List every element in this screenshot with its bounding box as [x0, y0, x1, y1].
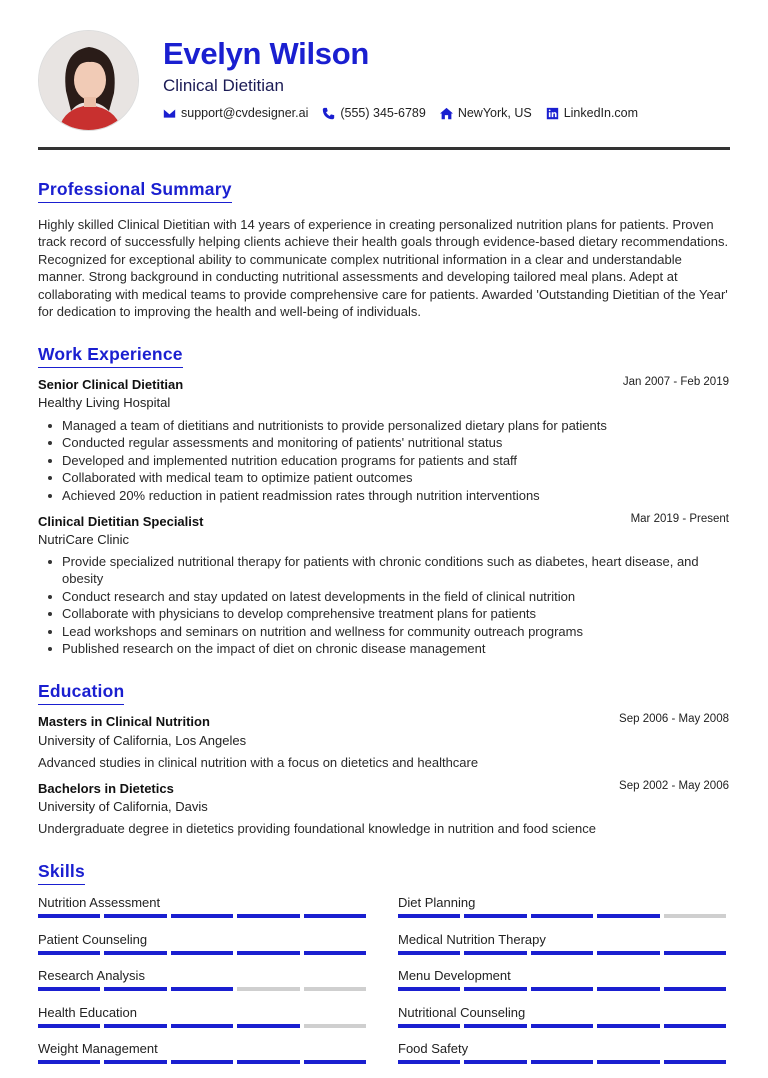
skill-level-segment [38, 1024, 100, 1028]
skill-level-segment [171, 1060, 233, 1064]
skill-level-segment [237, 987, 299, 991]
skill-level-segment [304, 1024, 366, 1028]
skill-level-segment [304, 1060, 366, 1064]
skill-level-segment [104, 1060, 166, 1064]
job-date: Mar 2019 - Present [630, 513, 729, 525]
degree-title: Bachelors in Dietetics [38, 781, 174, 796]
list-item: Developed and implemented nutrition education programs for patients and staff [62, 452, 730, 469]
skill-level-bar [398, 987, 730, 991]
skill-name: Menu Development [398, 968, 511, 984]
job-title: Senior Clinical Dietitian [38, 377, 184, 392]
skill-level-bar [38, 914, 370, 918]
skill-level-segment [398, 1024, 460, 1028]
skill-level-segment [104, 914, 166, 918]
contact-email[interactable] [163, 106, 308, 120]
education-description: Advanced studies in clinical nutrition with a focus on dietetics and healthcare [38, 755, 479, 770]
skill-level-segment [531, 987, 593, 991]
skill-level-segment [531, 951, 593, 955]
skill-level-segment [464, 914, 526, 918]
linkedin-text: LinkedIn.com [563, 106, 639, 120]
skill-level-bar [398, 1024, 730, 1028]
list-item: Provide specialized nutritional therapy for patients with chronic conditions such as diabetes, heart disease, and obesity [62, 553, 730, 588]
skill-item [38, 1041, 370, 1064]
resume-header [38, 30, 730, 134]
school-name: University of California, Los Angeles [38, 733, 247, 748]
skill-name: Food Safety [398, 1041, 469, 1057]
skill-level-segment [664, 914, 726, 918]
skill-item [38, 968, 370, 991]
contact-phone[interactable] [322, 106, 425, 120]
skill-name: Diet Planning [398, 895, 476, 910]
education-description: Undergraduate degree in dietetics providing foundational knowledge in nutrition and food science [38, 821, 596, 836]
skill-level-segment [597, 987, 659, 991]
skill-name: Medical Nutrition Therapy [398, 931, 546, 947]
skill-level-segment [171, 951, 233, 955]
skill-level-segment [171, 914, 233, 918]
job-date: Jan 2007 - Feb 2019 [622, 376, 729, 388]
list-item: Collaborate with physicians to develop comprehensive treatment plans for patients [62, 605, 730, 622]
skill-level-segment [398, 987, 460, 991]
contact-linkedin[interactable] [546, 106, 638, 120]
skill-level-segment [171, 987, 233, 991]
skill-level-segment [664, 1060, 726, 1064]
skill-level-bar [38, 1024, 370, 1028]
summary-text: Highly skilled Clinical Dietitian with 14 years of experience in creating personalized nutrition plans for patients. Proven track record of successfully helping clients achieve their health goals through evidence-based dietary recommendations. Recognized for exceptional ability to communicate complex nutritional information in a clear and understandable manner. Strong background in conducting nutritional assessments and developing tailored meal plans. Adept at collaborating with medical teams to provide comprehensive care for patients. Awarded 'Outstanding Dietitian of the Year' for dedication to improving the health and well-being of individuals. [38, 217, 729, 320]
skill-level-segment [597, 1060, 659, 1064]
skill-level-segment [464, 1060, 526, 1064]
job-title: Clinical Dietitian Specialist [38, 514, 204, 529]
skill-level-segment [597, 951, 659, 955]
skill-name: Research Analysis [38, 968, 145, 984]
list-item: Published research on the impact of diet on chronic disease management [62, 640, 730, 657]
skill-level-segment [398, 1060, 460, 1064]
skill-level-segment [531, 1024, 593, 1028]
section-title-experience: Work Experience [38, 344, 183, 368]
skill-name: Weight Management [38, 1041, 158, 1057]
profile-photo [38, 30, 139, 131]
skill-level-segment [104, 1024, 166, 1028]
list-item: Conducted regular assessments and monitoring of patients' nutritional status [62, 434, 730, 451]
skill-level-segment [237, 951, 299, 955]
list-item: Collaborated with medical team to optimize patient outcomes [62, 469, 730, 486]
skill-level-segment [664, 1024, 726, 1028]
skill-item [38, 1005, 370, 1028]
skill-level-segment [597, 914, 659, 918]
skill-level-segment [304, 951, 366, 955]
location-text: NewYork, US [457, 106, 532, 120]
skill-level-bar [38, 987, 370, 991]
email-text: support@cvdesigner.ai [181, 106, 309, 120]
skill-level-bar [38, 1060, 370, 1064]
candidate-name: Evelyn Wilson [163, 36, 369, 71]
skill-level-segment [464, 987, 526, 991]
skill-level-segment [38, 987, 100, 991]
skill-level-segment [237, 914, 299, 918]
skill-name: Health Education [38, 1004, 138, 1020]
skill-level-bar [398, 1060, 730, 1064]
education-date: Sep 2006 - May 2008 [619, 713, 729, 725]
skill-level-bar [398, 951, 730, 955]
skill-name: Nutritional Counseling [398, 1004, 526, 1020]
envelope-icon [163, 107, 176, 120]
skill-item [38, 932, 370, 955]
skill-item [398, 932, 730, 955]
skill-item [398, 968, 730, 991]
skill-item [38, 895, 370, 918]
skill-level-segment [464, 951, 526, 955]
list-item: Achieved 20% reduction in patient readmission rates through nutrition interventions [62, 487, 730, 504]
skill-level-segment [597, 1024, 659, 1028]
skill-level-segment [304, 914, 366, 918]
job-organization: Healthy Living Hospital [38, 395, 171, 410]
job-bullets [62, 417, 730, 504]
skill-level-segment [104, 987, 166, 991]
skill-level-bar [398, 914, 730, 918]
section-title-summary: Professional Summary [38, 179, 232, 203]
list-item: Conduct research and stay updated on latest developments in the field of clinical nutrition [62, 588, 730, 605]
skill-item [398, 1005, 730, 1028]
skill-level-bar [38, 951, 370, 955]
skill-name: Patient Counseling [38, 931, 148, 947]
home-icon [440, 107, 453, 120]
skill-level-segment [38, 914, 100, 918]
skill-level-segment [237, 1060, 299, 1064]
section-title-education: Education [38, 681, 124, 705]
contact-row [163, 106, 638, 120]
linkedin-icon [546, 107, 559, 120]
phone-text: (555) 345-6789 [340, 106, 426, 120]
list-item: Lead workshops and seminars on nutrition and wellness for community outreach programs [62, 623, 730, 640]
skill-level-segment [171, 1024, 233, 1028]
skill-level-segment [304, 987, 366, 991]
phone-icon [322, 107, 335, 120]
skill-level-segment [664, 951, 726, 955]
school-name: University of California, Davis [38, 799, 208, 814]
list-item: Managed a team of dietitians and nutritionists to provide personalized dietary plans for patients [62, 417, 730, 434]
skill-level-segment [38, 1060, 100, 1064]
header-divider [38, 147, 730, 150]
skill-level-segment [398, 951, 460, 955]
education-date: Sep 2002 - May 2006 [619, 780, 729, 792]
skill-level-segment [104, 951, 166, 955]
contact-location [440, 106, 532, 120]
job-organization: NutriCare Clinic [38, 532, 130, 547]
skill-level-segment [38, 951, 100, 955]
skill-level-segment [664, 987, 726, 991]
skill-level-segment [464, 1024, 526, 1028]
skill-level-segment [531, 914, 593, 918]
skill-level-segment [237, 1024, 299, 1028]
skill-item [398, 895, 730, 918]
section-title-skills: Skills [38, 861, 85, 885]
skill-name: Nutrition Assessment [38, 895, 161, 910]
job-bullets [62, 553, 730, 657]
degree-title: Masters in Clinical Nutrition [38, 714, 210, 729]
skill-level-segment [398, 914, 460, 918]
candidate-title: Clinical Dietitian [163, 76, 284, 95]
skill-item [398, 1041, 730, 1064]
skill-level-segment [531, 1060, 593, 1064]
